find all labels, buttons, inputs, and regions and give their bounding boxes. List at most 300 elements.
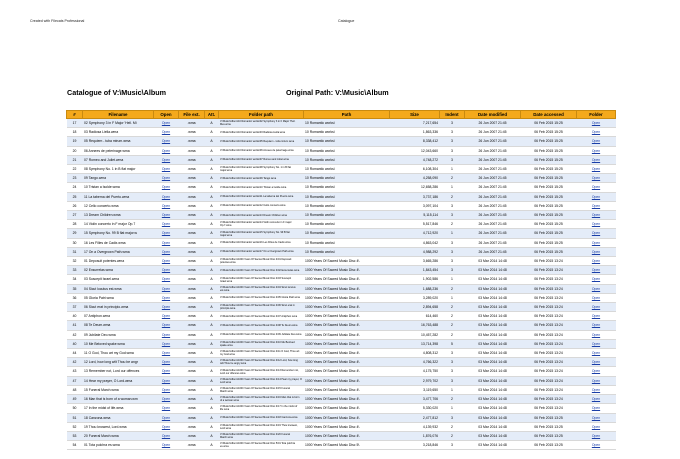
date-modified: 03 Mar 2014 14:48 <box>465 257 521 266</box>
file-ext: .wma <box>179 358 205 367</box>
date-accessed: 06 Feb 2015 13:24 <box>521 266 577 275</box>
col-header-date-modified[interactable]: Date modified <box>465 111 521 119</box>
table-row[interactable] <box>67 211 616 220</box>
attribute: A <box>205 441 219 450</box>
filename: 06 Annees de pelerinage.wma <box>83 146 154 155</box>
date-accessed: 06 Feb 2015 13:24 <box>521 349 577 358</box>
table-row[interactable] <box>67 201 616 210</box>
open-link[interactable]: Open <box>154 339 179 348</box>
size: 1,688,236 <box>390 284 440 293</box>
indent: 2 <box>440 321 465 330</box>
filename: 02 Exsurrelas.wma <box>83 266 154 275</box>
path: 1000 Years Of Sacred Music Disc 4\ <box>304 431 390 440</box>
date-accessed: 06 Feb 2015 13:24 <box>521 284 577 293</box>
open-link[interactable]: Open <box>154 238 179 247</box>
col-header-folder[interactable]: Folder <box>577 111 616 119</box>
date-accessed: 06 Feb 2015 15:25 <box>521 137 577 146</box>
folder-link[interactable]: Open <box>577 174 616 183</box>
folder-link[interactable]: Open <box>577 431 616 440</box>
file-ext: .wma <box>179 367 205 376</box>
col-header-open[interactable]: Open <box>154 111 179 119</box>
file-ext: .wma <box>179 220 205 229</box>
date-accessed: 06 Feb 2015 15:25 <box>521 220 577 229</box>
folder-link[interactable]: Open <box>577 220 616 229</box>
open-link[interactable]: Open <box>154 404 179 413</box>
attribute: A <box>205 385 219 394</box>
attribute: A <box>205 220 219 229</box>
folder-link[interactable]: Open <box>577 385 616 394</box>
size: 4,766,322 <box>390 358 440 367</box>
filename: 18 Canzona.wma <box>83 413 154 422</box>
path: 10 Romantic works\ <box>304 229 390 238</box>
folder-link[interactable]: Open <box>577 155 616 164</box>
attribute: A <box>205 146 219 155</box>
col-header-path[interactable]: Path <box>304 111 390 119</box>
open-link[interactable]: Open <box>154 229 179 238</box>
indent: 3 <box>440 119 465 128</box>
folder-link[interactable]: Open <box>577 238 616 247</box>
date-modified: 26 Jun 2007 21:45 <box>465 165 521 174</box>
table-row[interactable] <box>67 321 616 330</box>
folder-link[interactable]: Open <box>577 266 616 275</box>
folder-link[interactable]: Open <box>577 146 616 155</box>
date-modified: 03 Mar 2014 14:48 <box>465 385 521 394</box>
date-accessed: 06 Feb 2015 13:24 <box>521 395 577 404</box>
row-number: 41 <box>67 321 83 330</box>
table-row[interactable] <box>67 155 616 164</box>
folder-path: V:\Music\Album\1000 Years Of Sacred Music Disc 5\01 Tota pulchra es.wma <box>219 441 304 450</box>
folder-link[interactable]: Open <box>577 413 616 422</box>
table-row[interactable] <box>67 358 616 367</box>
table-row[interactable] <box>67 146 616 155</box>
open-link[interactable]: Open <box>154 211 179 220</box>
row-number: 32 <box>67 257 83 266</box>
open-link[interactable]: Open <box>154 321 179 330</box>
file-ext: .wma <box>179 413 205 422</box>
folder-link[interactable]: Open <box>577 247 616 256</box>
size: 4,988,292 <box>390 247 440 256</box>
table-row[interactable] <box>67 293 616 302</box>
open-link[interactable]: Open <box>154 174 179 183</box>
indent: 1 <box>440 385 465 394</box>
folder-link[interactable]: Open <box>577 404 616 413</box>
row-number: 53 <box>67 431 83 440</box>
folder-link[interactable]: Open <box>577 201 616 210</box>
table-row[interactable] <box>67 413 616 422</box>
row-number: 42 <box>67 358 83 367</box>
file-ext: .wma <box>179 211 205 220</box>
path: 1000 Years Of Sacred Music Disc 4\ <box>304 339 390 348</box>
table-row[interactable] <box>67 229 616 238</box>
folder-link[interactable]: Open <box>577 367 616 376</box>
attribute: A <box>205 128 219 137</box>
table-row[interactable] <box>67 128 616 137</box>
folder-path: V:\Music\Album\1000 Years Of Sacred Music Disc 4\17 In the midst of life.wma <box>219 404 304 413</box>
table-row[interactable] <box>67 385 616 394</box>
open-link[interactable]: Open <box>154 422 179 431</box>
folder-link[interactable]: Open <box>577 395 616 404</box>
folder-link[interactable]: Open <box>577 192 616 201</box>
table-row[interactable] <box>67 284 616 293</box>
open-link[interactable]: Open <box>154 155 179 164</box>
file-ext: .wma <box>179 431 205 440</box>
path: 1000 Years Of Sacred Music Disc 4\ <box>304 321 390 330</box>
table-row[interactable] <box>67 119 616 128</box>
path: 10 Romantic works\ <box>304 165 390 174</box>
size: 3,665,286 <box>390 257 440 266</box>
date-modified: 26 Jun 2007 21:45 <box>465 128 521 137</box>
table-row[interactable] <box>67 238 616 247</box>
date-accessed: 06 Feb 2015 13:24 <box>521 303 577 312</box>
path: 1000 Years Of Sacred Music Disc 4\ <box>304 312 390 321</box>
date-modified: 26 Jun 2007 21:45 <box>465 238 521 247</box>
size: 4,808,312 <box>390 349 440 358</box>
open-link[interactable]: Open <box>154 192 179 201</box>
file-ext: .wma <box>179 183 205 192</box>
col-header-file-ext[interactable]: File ext. <box>179 111 205 119</box>
date-accessed: 06 Feb 2015 13:24 <box>521 339 577 348</box>
folder-link[interactable]: Open <box>577 422 616 431</box>
indent: 3 <box>440 257 465 266</box>
table-row[interactable] <box>67 404 616 413</box>
col-header-att[interactable]: Att. <box>205 111 219 119</box>
attribute: A <box>205 422 219 431</box>
folder-link[interactable]: Open <box>577 137 616 146</box>
attribute: A <box>205 183 219 192</box>
attribute: A <box>205 238 219 247</box>
date-modified: 03 Mar 2014 14:48 <box>465 413 521 422</box>
folder-link[interactable]: Open <box>577 183 616 192</box>
date-modified: 03 Mar 2014 14:48 <box>465 349 521 358</box>
open-link[interactable]: Open <box>154 275 179 284</box>
indent: 3 <box>440 247 465 256</box>
folder-link[interactable]: Open <box>577 284 616 293</box>
folder-path: V:\Music\Album\10 Romantic works\09 Tango.wma <box>219 174 304 183</box>
date-accessed: 06 Feb 2015 15:25 <box>521 174 577 183</box>
size: 3,477,706 <box>390 395 440 404</box>
table-row[interactable] <box>67 339 616 348</box>
file-ext: .wma <box>179 174 205 183</box>
attribute: A <box>205 257 219 266</box>
filename: 15 Funeral March.wma <box>83 385 154 394</box>
folder-path: V:\Music\Album\1000 Years Of Sacred Music Disc 4\08 Te Deum.wma <box>219 321 304 330</box>
date-accessed: 06 Feb 2015 15:25 <box>521 146 577 155</box>
folder-link[interactable]: Open <box>577 257 616 266</box>
date-accessed: 06 Feb 2015 13:24 <box>521 404 577 413</box>
path: 1000 Years Of Sacred Music Disc 4\ <box>304 404 390 413</box>
table-row[interactable] <box>67 312 616 321</box>
date-accessed: 06 Feb 2015 13:25 <box>521 431 577 440</box>
size: 4,863,042 <box>390 238 440 247</box>
date-accessed: 06 Feb 2015 13:24 <box>521 321 577 330</box>
attribute: A <box>205 312 219 321</box>
folder-link[interactable]: Open <box>577 321 616 330</box>
table-row[interactable] <box>67 192 616 201</box>
open-link[interactable]: Open <box>154 441 179 450</box>
filename: 03 Radiosa Liella.wma <box>83 128 154 137</box>
date-modified: 03 Mar 2014 14:48 <box>465 339 521 348</box>
table-row[interactable] <box>67 220 616 229</box>
col-header-filename[interactable]: Filename <box>83 111 154 119</box>
table-row[interactable] <box>67 266 616 275</box>
open-link[interactable]: Open <box>154 349 179 358</box>
folder-path: V:\Music\Album\1000 Years Of Sacred Music Disc 4\06 Sicut erat in principio.wma <box>219 303 304 312</box>
date-accessed: 06 Feb 2015 13:25 <box>521 441 577 450</box>
open-link[interactable]: Open <box>154 165 179 174</box>
catalogue-table <box>66 110 616 450</box>
table-row[interactable] <box>67 303 616 312</box>
size: 5,517,846 <box>390 220 440 229</box>
date-modified: 03 Mar 2014 14:48 <box>465 358 521 367</box>
table-row[interactable] <box>67 183 616 192</box>
open-link[interactable]: Open <box>154 293 179 302</box>
col-header-indent[interactable]: Indent <box>440 111 465 119</box>
path: 1000 Years Of Sacred Music Disc 4\ <box>304 293 390 302</box>
open-link[interactable]: Open <box>154 358 179 367</box>
date-accessed: 06 Feb 2015 15:25 <box>521 211 577 220</box>
indent: 3 <box>440 211 465 220</box>
attribute: A <box>205 349 219 358</box>
open-link[interactable]: Open <box>154 220 179 229</box>
table-row[interactable] <box>67 275 616 284</box>
indent: 2 <box>440 303 465 312</box>
indent: 3 <box>440 128 465 137</box>
folder-link[interactable]: Open <box>577 349 616 358</box>
open-link[interactable]: Open <box>154 257 179 266</box>
folder-path: V:\Music\Album\1000 Years Of Sacred Music Disc 4\12 Lord, how long wilt Thou be angry.wma <box>219 358 304 367</box>
file-ext: .wma <box>179 165 205 174</box>
indent: 2 <box>440 312 465 321</box>
table-row[interactable] <box>67 376 616 385</box>
size: 2,979,702 <box>390 376 440 385</box>
folder-path: V:\Music\Album\1000 Years Of Sacred Music Disc 4\14 Hear my prayer, O Lord.wma <box>220 377 302 384</box>
attribute: A <box>205 155 219 164</box>
folder-path: V:\Music\Album\10 Romantic works\15 Symphony No. 99 B flat major.wma <box>219 229 304 238</box>
open-link[interactable]: Open <box>154 367 179 376</box>
filename: 19 Thou knowest, Lord.wma <box>83 422 154 431</box>
path: 10 Romantic works\ <box>304 201 390 210</box>
open-link[interactable]: Open <box>154 119 179 128</box>
filename: 14 Hear my prayer, O Lord.wma <box>83 376 154 385</box>
indent: 3 <box>440 266 465 275</box>
folder-link[interactable]: Open <box>577 128 616 137</box>
filename: 16 Man that is born of a woman.wm <box>83 395 154 404</box>
date-modified: 03 Mar 2014 14:48 <box>465 293 521 302</box>
file-ext: .wma <box>179 293 205 302</box>
attribute: A <box>205 174 219 183</box>
date-modified: 26 Jun 2007 21:45 <box>465 174 521 183</box>
date-accessed: 06 Feb 2015 15:25 <box>521 247 577 256</box>
folder-path: V:\Music\Album\10 Romantic works\13 Dream Children.wma <box>219 211 304 220</box>
folder-path: V:\Music\Album\10 Romantic works\14 Violin concerto in F major Op.7.wma <box>219 220 304 229</box>
row-number: 35 <box>67 284 83 293</box>
folder-link[interactable]: Open <box>577 211 616 220</box>
open-link[interactable]: Open <box>154 413 179 422</box>
row-number: 40 <box>67 312 83 321</box>
path: 1000 Years Of Sacred Music Disc 4\ <box>304 257 390 266</box>
date-accessed: 06 Feb 2015 13:24 <box>521 275 577 284</box>
row-number: 44 <box>67 349 83 358</box>
date-accessed: 06 Feb 2015 15:25 <box>521 238 577 247</box>
attribute: A <box>205 376 219 385</box>
date-accessed: 06 Feb 2015 13:24 <box>521 330 577 339</box>
open-link[interactable]: Open <box>154 247 179 256</box>
table-row[interactable] <box>67 441 616 450</box>
filename: 01 Tota pulchra es.wma <box>83 441 154 450</box>
open-link[interactable]: Open <box>154 266 179 275</box>
row-number: 26 <box>67 201 83 210</box>
table-row[interactable] <box>67 137 616 146</box>
folder-link[interactable]: Open <box>577 229 616 238</box>
open-link[interactable]: Open <box>154 284 179 293</box>
date-modified: 26 Jun 2007 21:45 <box>465 229 521 238</box>
table-row[interactable] <box>67 367 616 376</box>
file-ext: .wma <box>179 284 205 293</box>
filename: 14 Violin concerto in F major Op.7 <box>83 220 154 229</box>
open-link[interactable]: Open <box>154 146 179 155</box>
indent: 2 <box>440 174 465 183</box>
row-number: 47 <box>67 376 83 385</box>
row-number: 30 <box>67 238 83 247</box>
filename: 17 On a Overgrown Path.wma <box>83 247 154 256</box>
attribute: A <box>205 303 219 312</box>
path: 1000 Years Of Sacred Music Disc 4\ <box>304 358 390 367</box>
row-number: 20 <box>67 146 83 155</box>
open-link[interactable]: Open <box>154 128 179 137</box>
indent: 3 <box>440 201 465 210</box>
attribute: A <box>205 293 219 302</box>
table-row[interactable] <box>67 257 616 266</box>
size: 5,115,114 <box>390 211 440 220</box>
folder-link[interactable]: Open <box>577 330 616 339</box>
indent: 2 <box>440 330 465 339</box>
folder-path: V:\Music\Album\1000 Years Of Sacred Music Disc 4\19 Thou knowest, Lord.wma <box>219 422 304 431</box>
open-link[interactable]: Open <box>154 395 179 404</box>
col-header-number[interactable]: # <box>67 111 83 119</box>
page-header-center: Catalogue <box>338 19 355 23</box>
size: 3,097,104 <box>390 201 440 210</box>
table-row[interactable] <box>67 349 616 358</box>
attribute: A <box>205 431 219 440</box>
col-header-folder-path[interactable]: Folder path <box>219 111 304 119</box>
folder-link[interactable]: Open <box>577 303 616 312</box>
row-number: 28 <box>67 220 83 229</box>
col-header-size[interactable]: Size <box>390 111 440 119</box>
folder-path: V:\Music\Album\1000 Years Of Sacred Music Disc 4\15 Funeral March.wma <box>219 385 304 394</box>
open-link[interactable]: Open <box>154 312 179 321</box>
open-link[interactable]: Open <box>154 201 179 210</box>
folder-link[interactable]: Open <box>577 293 616 302</box>
row-number: 48 <box>67 385 83 394</box>
row-number: 54 <box>67 441 83 450</box>
file-ext: .wma <box>179 238 205 247</box>
col-header-date-accessed[interactable]: Date accessed <box>521 111 577 119</box>
open-link[interactable]: Open <box>154 385 179 394</box>
row-number: 18 <box>67 128 83 137</box>
indent: 3 <box>440 155 465 164</box>
folder-path: V:\Music\Album\1000 Years Of Sacred Music Disc 4\18 Canzona.wma <box>219 413 304 422</box>
filename: 02 Symphony 3 in F Major 'Heil. Mi <box>83 119 154 128</box>
table-row[interactable] <box>67 247 616 256</box>
row-number: 17 <box>67 119 83 128</box>
size: 2,894,658 <box>390 303 440 312</box>
filename: 09 Jubilate Deo.wma <box>83 330 154 339</box>
open-link[interactable]: Open <box>154 376 179 385</box>
size: 12,043,660 <box>390 146 440 155</box>
table-row[interactable] <box>67 165 616 174</box>
date-modified: 03 Mar 2014 14:48 <box>465 330 521 339</box>
size: 3,119,650 <box>390 385 440 394</box>
file-ext: .wma <box>179 192 205 201</box>
open-link[interactable]: Open <box>154 137 179 146</box>
attribute: A <box>205 330 219 339</box>
size: 4,258,090 <box>390 174 440 183</box>
folder-link[interactable]: Open <box>577 119 616 128</box>
indent: 2 <box>440 220 465 229</box>
path: 1000 Years Of Sacred Music Disc 4\ <box>304 422 390 431</box>
path: 1000 Years Of Sacred Music Disc 4\ <box>304 395 390 404</box>
table-row[interactable] <box>67 330 616 339</box>
open-link[interactable]: Open <box>154 330 179 339</box>
file-ext: .wma <box>179 422 205 431</box>
date-modified: 03 Mar 2014 14:48 <box>465 404 521 413</box>
folder-path: V:\Music\Album\1000 Years Of Sacred Music Disc 4\05 Gloria Patri.wma <box>219 293 304 302</box>
folder-link[interactable]: Open <box>577 376 616 385</box>
path: 10 Romantic works\ <box>304 220 390 229</box>
open-link[interactable]: Open <box>154 431 179 440</box>
filename: 05 Gloria Patri.wma <box>83 293 154 302</box>
size: 5,330,020 <box>390 404 440 413</box>
file-ext: .wma <box>179 303 205 312</box>
folder-link[interactable]: Open <box>577 275 616 284</box>
attribute: A <box>205 211 219 220</box>
folder-link[interactable]: Open <box>577 312 616 321</box>
row-number: 42 <box>67 330 83 339</box>
table-row[interactable] <box>67 395 616 404</box>
attribute: A <box>205 321 219 330</box>
indent: 3 <box>440 413 465 422</box>
size: 614,460 <box>390 312 440 321</box>
table-row[interactable] <box>67 422 616 431</box>
folder-path: V:\Music\Album\1000 Years Of Sacred Music Disc 4\02 Exsurrelas.wma <box>219 266 304 275</box>
folder-link[interactable]: Open <box>577 358 616 367</box>
row-number: 51 <box>67 413 83 422</box>
size: 8,338,412 <box>390 137 440 146</box>
folder-path: V:\Music\Album\10 Romantic works\06 Annees de pelerinage.wma <box>219 146 304 155</box>
file-ext: .wma <box>179 146 205 155</box>
size: 3,289,020 <box>390 293 440 302</box>
folder-link[interactable]: Open <box>577 165 616 174</box>
table-row[interactable] <box>67 174 616 183</box>
date-modified: 03 Mar 2014 14:48 <box>465 303 521 312</box>
open-link[interactable]: Open <box>154 183 179 192</box>
file-ext: .wma <box>179 155 205 164</box>
path: 10 Romantic works\ <box>304 137 390 146</box>
row-number: 22 <box>67 165 83 174</box>
folder-link[interactable]: Open <box>577 441 616 450</box>
indent: 1 <box>440 293 465 302</box>
date-modified: 03 Mar 2014 14:48 <box>465 395 521 404</box>
indent: 2 <box>440 284 465 293</box>
folder-link[interactable]: Open <box>577 339 616 348</box>
open-link[interactable]: Open <box>154 303 179 312</box>
table-row[interactable] <box>67 431 616 440</box>
file-ext: .wma <box>179 257 205 266</box>
row-number: 21 <box>67 155 83 164</box>
date-modified: 26 Jun 2007 21:45 <box>465 146 521 155</box>
file-ext: .wma <box>179 137 205 146</box>
date-modified: 03 Mar 2014 14:48 <box>465 376 521 385</box>
